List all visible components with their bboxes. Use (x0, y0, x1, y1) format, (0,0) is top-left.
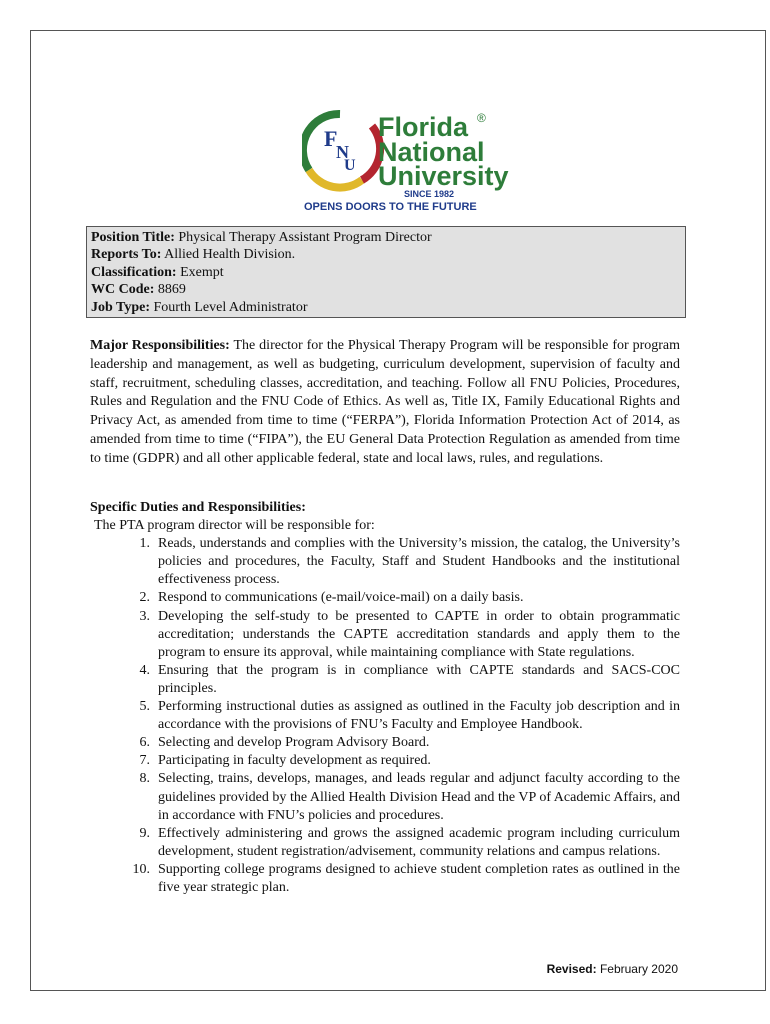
logo-monogram-f: F (324, 126, 338, 151)
duty-text: Effectively administering and grows the assigned academic program including curriculum development, student registration/advisement, community relations and campus relations. (158, 825, 680, 859)
duty-item (90, 770, 680, 824)
duty-item (90, 825, 680, 861)
duty-text: Respond to communications (e-mail/voice-mail) on a daily basis. (158, 590, 524, 606)
logo-since: SINCE 1982 (404, 189, 455, 199)
wc-code-label: WC Code: (91, 282, 155, 298)
logo-registered-mark: ® (477, 111, 486, 125)
major-responsibilities-label: Major Responsibilities: (90, 338, 230, 353)
duty-number: 9. (139, 825, 150, 841)
duty-number: 3. (139, 608, 150, 624)
duty-number: 5. (139, 699, 150, 715)
logo-name-line3: University (378, 161, 509, 191)
duty-item (90, 608, 680, 662)
logo-tagline: OPENS DOORS TO THE FUTURE (304, 201, 477, 212)
duty-text: Performing instructional duties as assigned as outlined in the Faculty job description and in accordance with the provisions of FNU’s Faculty and Employee Handbook. (158, 699, 680, 733)
duty-number: 6. (139, 735, 150, 751)
duty-item (90, 752, 680, 770)
reports-to-value: Allied Health Division. (164, 247, 296, 263)
classification-value: Exempt (180, 264, 224, 280)
reports-to-label: Reports To: (91, 247, 162, 263)
duty-text: Participating in faculty development as required. (158, 753, 431, 769)
duty-text: Developing the self-study to be presented to CAPTE in order to obtain programmatic accreditation; understands the CAPTE accreditation standards and apply them to the program to ensure its approval, while maintaining compliance with State regulations. (158, 608, 680, 660)
duty-item (90, 535, 680, 589)
duty-text: Supporting college programs designed to achieve student completion rates as outlined in the five year strategic plan. (158, 861, 680, 895)
duty-item (90, 698, 680, 734)
position-title-label: Position Title: (91, 230, 175, 245)
duty-number: 7. (139, 753, 150, 769)
logo-name-line2: National (378, 137, 485, 167)
specific-duties-intro: The PTA program director will be responsible for: (94, 518, 375, 534)
duty-number: 4. (139, 662, 150, 678)
duty-number: 2. (139, 590, 150, 606)
job-type-row (91, 299, 681, 316)
duty-number: 10. (132, 861, 150, 877)
duty-item (90, 662, 680, 698)
logo-name-line1: Florida (378, 112, 469, 142)
logo-monogram-u: U (344, 157, 356, 174)
specific-duties-section (90, 499, 680, 897)
revised-date (547, 962, 678, 976)
fnu-logo (302, 108, 517, 212)
job-type-label: Job Type: (91, 299, 150, 315)
classification-row (91, 264, 681, 281)
fnu-logo-graphic (302, 108, 517, 212)
duty-item (90, 734, 680, 752)
revised-label: Revised: (546, 962, 597, 976)
revised-value: February 2020 (599, 962, 678, 976)
duty-list (90, 535, 680, 897)
position-info-box (86, 226, 686, 318)
duty-number: 8. (139, 771, 150, 787)
duty-text: Reads, understands and complies with the University’s mission, the catalog, the University’s policies and procedures, the Faculty, Staff and Student Handbooks and the institutional effectiveness process. (158, 536, 680, 588)
logo-monogram-n: N (336, 142, 349, 162)
reports-to-row (91, 246, 681, 263)
major-responsibilities (90, 337, 680, 469)
duty-text: Selecting, trains, develops, manages, and leads regular and adjunct faculty according to the guidelines provided by the Allied Health Division Head and the VP of Academic Affairs, and in accordance with FNU’s policies and procedures. (158, 771, 680, 823)
job-type-value: Fourth Level Administrator (153, 299, 308, 315)
wc-code-value: 8869 (157, 282, 186, 298)
wc-code-row (91, 281, 681, 298)
specific-duties-heading: Specific Duties and Responsibilities: (90, 500, 306, 515)
duty-text: Selecting and develop Program Advisory Board. (158, 735, 430, 751)
duty-item (90, 861, 680, 897)
position-title-value: Physical Therapy Assistant Program Director (178, 230, 432, 245)
duty-text: Ensuring that the program is in compliance with CAPTE standards and SACS-COC principles. (158, 662, 680, 696)
duty-item (90, 589, 680, 607)
major-responsibilities-text: The director for the Physical Therapy Program will be responsible for program leadership and management, as well as budgeting, curriculum development, supervision of faculty and staff, recruitment, scheduling classes, accreditation, and teaching. Follow all FNU Policies, Procedures, Rules and Regulation and the FNU Code of Ethics. As well as, Title IX, Family Educational Rights and Privacy Act, as amended from time to time (“FERPA”), Florida Information Protection Act of 2014, as amended from time to time (“FIPA”), the EU General Data Protection Regulation as amended from time to time (GDPR) and all other applicable federal, state and local laws, rules, and regulations. (90, 338, 681, 466)
duty-number: 1. (139, 536, 150, 552)
position-title-row (91, 229, 681, 246)
classification-label: Classification: (91, 264, 177, 280)
